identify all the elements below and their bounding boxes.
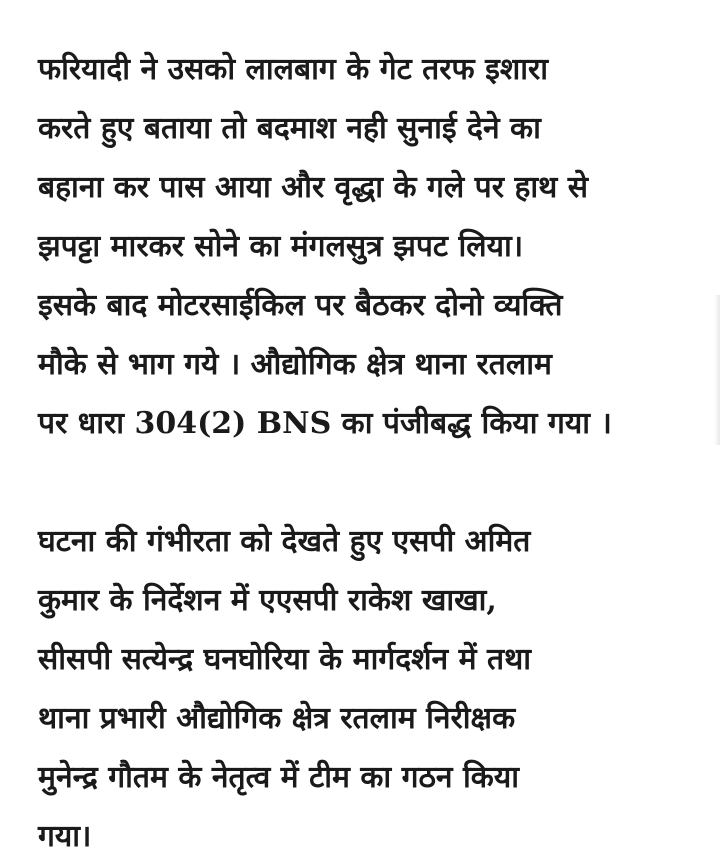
paragraph-2 bbox=[38, 512, 706, 866]
text-line: मुनेन्द्र गौतम के नेतृत्व में टीम का गठन किया bbox=[38, 760, 519, 795]
scroll-edge-shadow bbox=[714, 295, 720, 445]
text-line: पर धारा 304(2) BNS का पंजीबद्ध किया गया । bbox=[38, 406, 612, 441]
text-line: कुमार के निर्देशन में एएसपी राकेश खाखा, bbox=[38, 583, 497, 618]
paragraph-spacer bbox=[38, 453, 706, 512]
text-line: घटना की गंभीरता को देखते हुए एसपी अमित bbox=[38, 524, 531, 559]
text-line: झपट्टा मारकर सोने का मंगलसुत्र झपट लिया। bbox=[38, 229, 524, 264]
paragraph-1 bbox=[38, 40, 706, 453]
text-line: गया। bbox=[38, 819, 92, 854]
text-line: सीसपी सत्येन्द्र घनघोरिया के मार्गदर्शन में तथा bbox=[38, 642, 532, 677]
text-line: फरियादी ने उसको लालबाग के गेट तरफ इशारा bbox=[38, 52, 549, 87]
text-line: बहाना कर पास आया और वृद्धा के गले पर हाथ से bbox=[38, 170, 589, 205]
text-line: करते हुए बताया तो बदमाश नही सुनाई देने का bbox=[38, 111, 541, 146]
article-body bbox=[38, 40, 706, 866]
text-line: इसके बाद मोटरसाईकिल पर बैठकर दोनो व्यक्ति bbox=[38, 288, 563, 323]
text-line: थाना प्रभारी औद्योगिक क्षेत्र रतलाम निरीक्षक bbox=[38, 701, 516, 736]
text-line: मौके से भाग गये । औद्योगिक क्षेत्र थाना रतलाम bbox=[38, 347, 552, 382]
